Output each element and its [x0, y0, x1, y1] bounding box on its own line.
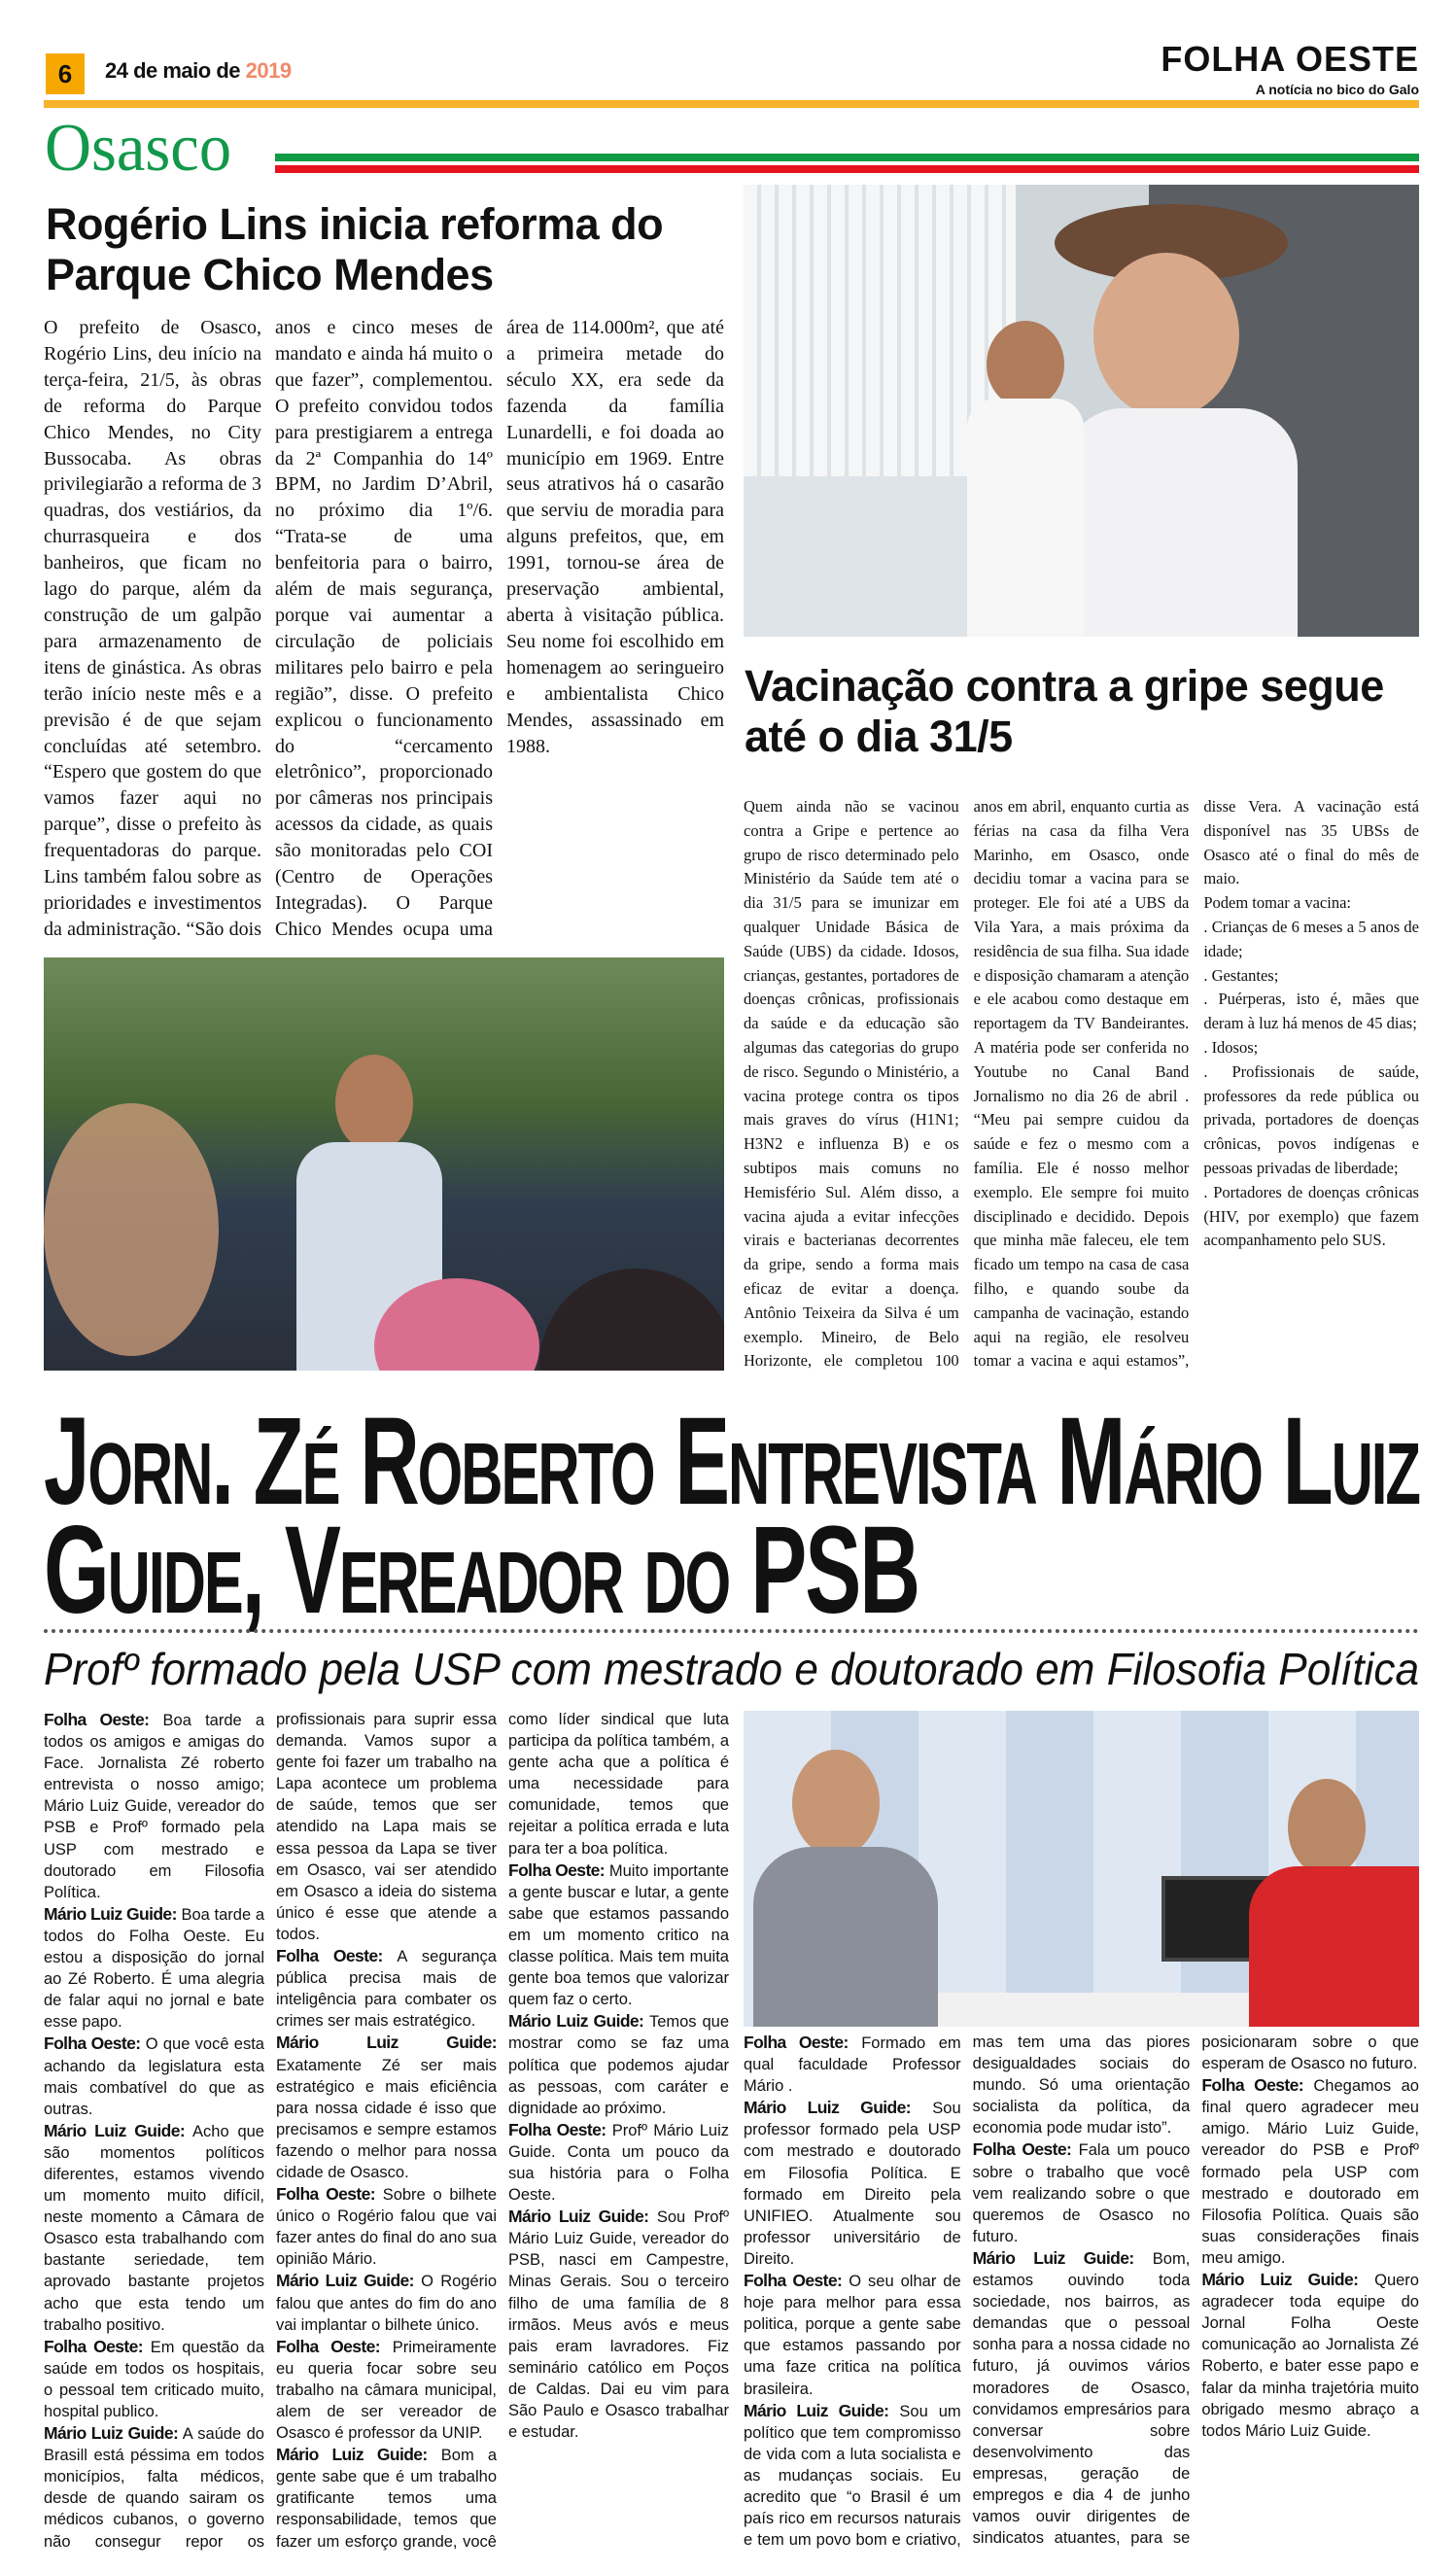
interview-entry	[744, 2270, 961, 2400]
interview-entry	[276, 1945, 497, 2032]
article-headline-parque: Rogério Lins inicia reforma do Parque Chico Mendes	[46, 199, 664, 299]
interview-entry	[744, 2097, 961, 2270]
photo-entrevista-estudio	[744, 1711, 1419, 2027]
interview-headline-line1: Jorn. Zé Roberto Entrevista Mário Luiz	[44, 1392, 1419, 1531]
dotted-divider	[44, 1629, 1419, 1633]
speaker-text: O Rogério falou que antes do fim do ano vai implantar o bilhete único.	[276, 2273, 497, 2334]
speaker-text: A saúde do Brasill está péssima em todos monicípios, falta médicos, desde de quando sairam os médicos cubanos, o governo não consegur repor os profissionais para suprir essa demanda. Vamos supor a gente foi fazer um trabalho na Lapa acontece um problema de saúde, temos que ser atendido na Lapa mais se essa pessoa da Lapa se tiver em Osasco, vai ser atendido em Osasco a ideia do sistema único é esse que atende a todos.	[44, 1711, 497, 2551]
speaker-text: Chegamos ao final quero agradecer meu amigo. Mário Luiz Guide, vereador do PSB e Profº formado pela USP com mestrado e doutorado em Filosofia Política. Quais são suas considerações finais meu amigo.	[1201, 2077, 1419, 2267]
photo-prefeito-parque	[44, 957, 724, 1371]
interview-entry	[44, 1709, 264, 1903]
speaker-label: Folha Oeste:	[44, 1710, 150, 1729]
speaker-label: Folha Oeste:	[276, 1946, 383, 1966]
interview-entry	[1201, 2074, 1419, 2269]
speaker-text: Sobre o bilhete único o Rogério falou que vai fazer antes do final do ano sua opinião Mário.	[276, 2186, 498, 2269]
interview-entry	[44, 2120, 264, 2336]
header-rule	[44, 100, 1419, 108]
speaker-label: Mário Luiz Guide:	[276, 2271, 414, 2291]
interview-entry	[508, 1859, 729, 2011]
speaker-label: Folha Oeste:	[508, 2119, 607, 2139]
article-body-parque	[44, 315, 724, 956]
interview-entry	[508, 2206, 729, 2443]
speaker-label: Mário Luiz Guide:	[44, 2120, 186, 2140]
speaker-text: O que você esta achando da legislatura esta mais combatível do que as outras.	[44, 2035, 264, 2118]
speaker-label: Mário Luiz Guide:	[276, 2445, 428, 2465]
masthead-tagline: A notícia no bico do Galo	[1255, 82, 1419, 97]
speaker-text: Sou Profº Mário Luiz Guide, vereador do PSB, nasci em Campestre, Minas Gerais. Sou o terceiro filho de uma família de 8 irmãos. Meus avós e meus pais eram lavradores. Fiz seminário católico em Poços de Caldas. Dai eu vim para São Paulo e Osasco trabalhar e estudar.	[508, 2208, 729, 2442]
eligible-list-item: . Profissionais de saúde, professores da rede pública ou privada, portadores de doenças crônicas, povos indígenas e pessoas privadas de liberdade;	[1203, 1061, 1419, 1177]
speaker-text: O seu olhar de hoje para melhor para essa politica, porque a gente sabe que estamos passando por uma faze critica na política brasileira.	[744, 2273, 961, 2398]
speaker-label: Mário Luiz Guide:	[744, 2400, 889, 2420]
speaker-label: Mário Luiz Guide:	[972, 2247, 1134, 2268]
eligible-list-item: . Crianças de 6 meses a 5 anos de idade;	[1203, 917, 1419, 960]
speaker-text: Primeiramente eu queria focar sobre seu trabalho na câmara municipal, alem de ser vereador de Osasco é professor da UNIP.	[276, 2338, 497, 2443]
list-intro: Podem tomar a vacina:	[1203, 893, 1351, 913]
eligible-list	[1203, 916, 1419, 1253]
interview-subtitle: Profº formado pela USP com mestrado e doutorado em Filosofia Política	[44, 1644, 1419, 1694]
speaker-label: Folha Oeste:	[44, 2033, 141, 2054]
speaker-label: Mário Luiz Guide:	[44, 2423, 179, 2444]
section-title: Osasco	[45, 111, 232, 186]
speaker-text: Em questão da saúde em todos os hospitais, o pessoal tem criticado muito, hospital publico.	[44, 2338, 264, 2420]
photo-vacinacao-idoso	[744, 185, 1419, 637]
article-headline-vacinacao: Vacinação contra a gripe segue até o dia 31/5	[745, 661, 1384, 761]
interview-entry	[44, 2033, 264, 2119]
speaker-label: Folha Oeste:	[276, 2336, 380, 2356]
section-stripe-green	[275, 154, 1419, 161]
speaker-text: Acho que são momentos políticos diferentes, estamos vivendo um momento muito difícil, neste momento a Câmara de Osasco esta trabalhando com bastante seriedade, tem aprovado bastante projetos acho que esta tendo um trabalho positivo.	[44, 2122, 264, 2334]
interview-entry	[44, 1903, 264, 2033]
article-paragraph: Quem ainda não se vacinou contra a Gripe e pertence ao grupo de risco determinado pelo Ministério da Saúde tem até o dia 31/5 para se imunizar em qualquer Unidade Básica de Saúde (UBS) da cidade. Idosos, crianças, gestantes, portadores de doenças crônicas, profissionais da saúde e da educação são algumas das categorias do grupo de risco. Segundo o Ministério, a vacina protege contra os tipos mais graves do vírus (H1N1; H3N2 e influenza B) e os subtipos mais comuns no Hemisfério Sul. Além disso, a vacina ajuda a evitar infecções virais e bacterianas decorrentes da gripe, sendo a forma mais eficaz de evitar a doença. Antônio Teixeira da Silva é um exemplo. Mineiro, de Belo Horizonte, ele completou 100 anos em abril, enquanto curtia as férias na casa da filha Vera Marinho, em Osasco, onde decidiu tomar a vacina para se proteger. Ele foi até a UBS da Vila Yara, a mais próxima da residência de sua filha. Sua idade e disposição chamaram a atenção e ele acabou como destaque em reportagem da TV Bandeirantes. A matéria pode ser conferida no Youtube no Canal Band Jornalismo no dia 26 de abril . “Meu pai sempre cuidou da saúde e fez o mesmo com a família. Ele é nosso melhor exemplo. Ele sempre foi muito disciplinado e decidido. Depois que minha mãe faleceu, ele tem ficado um tempo na casa de casa filho, e quando soube da campanha de vacinação, estando aqui na região, ele resolveu tomar a vacina e aqui estamos”, disse Vera. A vacinação está disponível nas 35 UBSs de Osasco até o final do mês de maio.	[744, 797, 1419, 1371]
eligible-list-item: . Portadores de doenças crônicas (HIV, por exemplo) que fazem acompanhamento pelo SUS.	[1203, 1182, 1419, 1250]
speaker-label: Folha Oeste:	[744, 2033, 849, 2052]
speaker-label: Mário Luiz Guide:	[508, 2207, 649, 2227]
eligible-list-item: . Idosos;	[1203, 1037, 1259, 1057]
speaker-text: Profº Mário Luiz Guide. Conta um pouco da sua história para o Folha Oeste.	[508, 2121, 729, 2205]
interview-entry	[508, 2010, 729, 2118]
speaker-label: Folha Oeste:	[276, 2184, 375, 2205]
interview-entry	[973, 2138, 1191, 2246]
speaker-label: Folha Oeste:	[44, 2336, 143, 2356]
interview-entry	[276, 2270, 497, 2335]
article-paragraph: O prefeito de Osasco, Rogério Lins, deu início na terça-feira, 21/5, às obras de reforma do Parque Chico Mendes, no City Bussocaba. As obras privilegiarão a reforma de 3 quadras, dos vestiários, da churrasqueira e dos banheiros, que ficam no lago do parque, além da construção de um galpão para armazenamento de itens de ginástica. As obras terão início neste mês e a previsão é de que sejam concluídas até setembro. “Espero que gostem do que vamos fazer aqui no parque”, disse o prefeito às frequentadoras do parque. Lins também falou sobre as prioridades e investimentos da administração. “São dois anos e cinco meses de mandato e ainda há muito o que fazer”, complementou. O prefeito convidou todos para prestigiarem a entrega da 2ª Companhia do 14º BPM, no Jardim D’Abril, no próximo dia 1º/6. “Trata-se de uma benfeitoria para o bairro, além de mais segurança, porque vai aumentar a circulação de policiais militares pelo bairro e pela região”, disse. O prefeito explicou o funcionamento do “cercamento eletrônico”, proporcionado por câmeras nos principais acessos da cidade, as quais são monitoradas pelo COI (Centro de Operações Integradas). O Parque Chico Mendes ocupa uma área de 114.000m², que até a primeira metade do século XX, era sede da fazenda da família Lunardelli, e foi doada ao município em 1969. Entre seus atrativos há o casarão que serviu de moradia para alguns prefeitos, que, em 1991, tornou-se área de preservação ambiental, aberta à visitação pública. Seu nome foi escolhido em homenagem ao seringueiro e ambientalista Chico Mendes, assassinado em 1988.	[44, 317, 724, 940]
interview-entry	[276, 2336, 497, 2444]
issue-date	[105, 58, 292, 84]
speaker-label: Mário Luiz Guide:	[44, 1903, 177, 1924]
speaker-label: Mário Luiz Guide:	[276, 2033, 497, 2053]
speaker-text: Muito importante a gente buscar e lutar, a gente sabe que estamos passando em um momento critico na classe política. Mais tem muita gente boa temos que valorizar quem faz o certo.	[508, 1861, 729, 2009]
speaker-text: Fala um pouco sobre o trabalho que você vem realizando sobre o que queremos de Osasco no futuro.	[972, 2141, 1191, 2245]
date-year: 2019	[245, 58, 292, 83]
interview-entry	[744, 2032, 961, 2097]
page-number: 6	[46, 53, 85, 94]
speaker-label: Folha Oeste:	[744, 2271, 843, 2291]
speaker-text: Formado em qual faculdade Professor Mário .	[744, 2034, 961, 2096]
interview-entry	[276, 2183, 497, 2270]
speaker-label: Folha Oeste:	[508, 1859, 606, 1880]
interview-body-right	[744, 2032, 1419, 2561]
speaker-text: A segurança pública precisa mais de inteligência para combater os crimes ser mais estratégico.	[276, 1948, 497, 2031]
speaker-label: Mário Luiz Guide:	[508, 2011, 644, 2032]
speaker-text: Quero agradecer toda equipe do Jornal Folha Oeste comunicação ao Jornalista Zé Roberto, e bater esse papo e falar da minha trajetória muito obrigado mesmo abraço a todos Mário Luiz Guide.	[1201, 2272, 1419, 2440]
interview-headline-line2: Guide, Vereador do PSB	[44, 1501, 919, 1640]
speaker-label: Folha Oeste:	[1201, 2075, 1303, 2096]
speaker-text: Boa tarde a todos os amigos e amigas do Face. Jornalista Zé roberto entrevista o nosso amigo; Mário Luiz Guide, vereador do PSB e Profº formado pela USP com mestrado e doutorado em Filosofia Política.	[44, 1712, 265, 1901]
article-body-vacinacao	[744, 795, 1419, 1378]
speaker-label: Mário Luiz Guide:	[744, 2098, 911, 2118]
speaker-text: Sou um político que tem compromisso de vida com a luta socialista e as mudanças sociais. Eu acredito que “o Brasil é um país rico em recursos naturais e tem um povo bom e criativo, mas tem uma das piores desigualdades sociais do mundo. Só uma orientação socialista da política, da economia pode mudar isto”.	[744, 2033, 1191, 2550]
speaker-text: Sou professor formado pela USP com mestrado e doutorado em Filosofia Política. E formado em Direito pela UNIFIEO. Atualmente sou professor universitário de Direito.	[744, 2100, 961, 2268]
eligible-list-item: . Puérperas, isto é, mães que deram à luz há menos de 45 dias;	[1203, 990, 1419, 1033]
masthead-title: FOLHA OESTE	[1161, 39, 1419, 79]
speaker-label: Folha Oeste:	[972, 2139, 1072, 2160]
speaker-text: Bom a gente sabe que é um trabalho gratificante temos uma responsabilidade, temos que fazer um esforço grande, você como líder sindical que luta participa da política também, a gente acha que a política é uma necessidade para comunidade, temos que rejeitar a política errada e luta para ter a boa política.	[276, 1711, 729, 2551]
interview-entry	[276, 2032, 497, 2183]
interview-entry	[508, 2119, 729, 2206]
date-prefix: 24 de maio de	[105, 58, 246, 83]
masthead	[1161, 41, 1419, 97]
speaker-text: Bom, estamos ouvindo toda sociedade, nos bairros, as demandas que o pessoal sonha para a nossa cidade no futuro, já ouvimos vários moradores de Osasco, convidamos empresários para conversar sobre desenvolvimento das empresas, geração de empregos e dia 4 de junho vamos ouvir dirigentes de sindicatos atuantes, para se posicionaram sobre o que esperam de Osasco no futuro.	[972, 2033, 1419, 2548]
interview-body-left	[44, 1709, 729, 2564]
interview-entry	[44, 2336, 264, 2422]
speaker-text: Boa tarde a todos do Folha Oeste. Eu estou a disposição do jornal ao Zé Roberto. É uma alegria de falar aqui no jornal e bate esse papo.	[44, 1905, 264, 2032]
speaker-label: Mário Luiz Guide:	[1201, 2270, 1359, 2290]
speaker-text: Exatamente Zé ser mais estratégico e mais eficiência para nossa cidade é isso que precisamos e sempre estamos fazendo o melhor para nossa cidade de Osasco.	[276, 2056, 497, 2181]
speaker-text: Temos que mostrar como se faz uma política que podemos ajudar as pessoas, com caráter e dignidade ao próximo.	[508, 2013, 729, 2117]
section-stripe-red	[275, 165, 1419, 173]
eligible-list-item: . Gestantes;	[1203, 965, 1279, 985]
interview-entry	[1201, 2269, 1419, 2442]
